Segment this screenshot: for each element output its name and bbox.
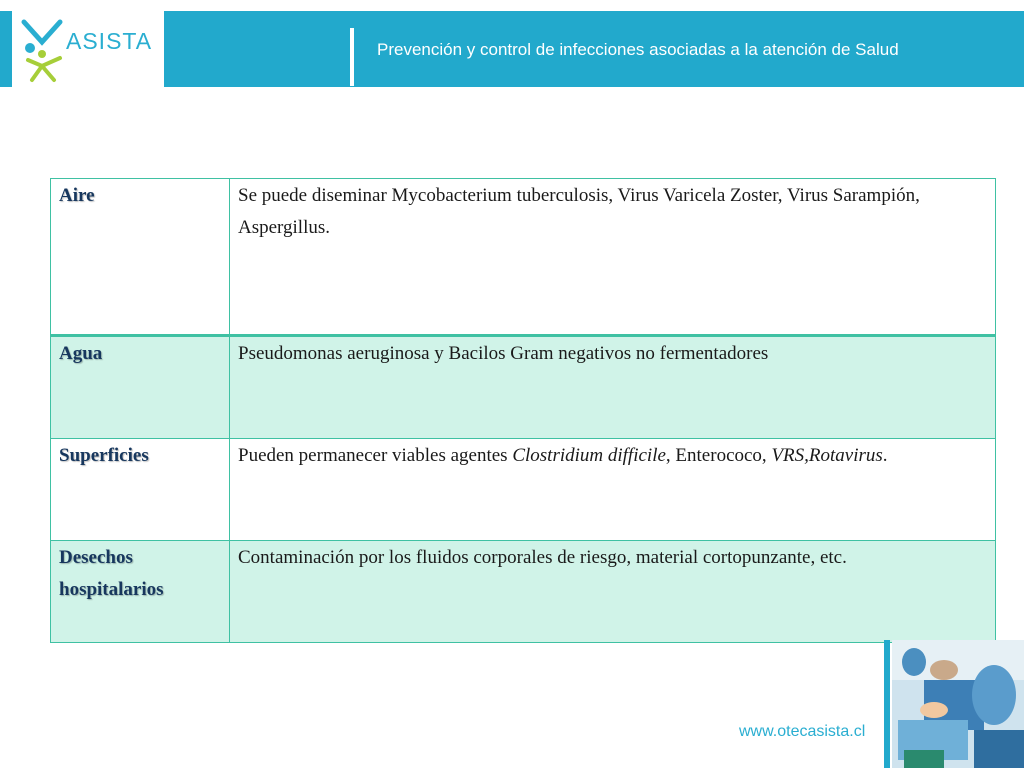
row-key [51, 541, 230, 643]
page-title: Prevención y control de infecciones asociadas a la atención de Salud [377, 40, 899, 59]
row-text-part: Pueden permanecer viables agentes [238, 445, 513, 466]
row-text-italic: VRS,Rotavirus [771, 445, 883, 466]
row-text-italic: Clostridium difficile [512, 445, 666, 466]
logo-text: ASISTA [66, 28, 153, 54]
row-text: Contaminación por los fluidos corporales de riesgo, material cortopunzante, etc. [230, 541, 996, 643]
footer-url: www.otecasista.cl [739, 723, 866, 740]
row-key-line: hospitalarios [59, 579, 164, 600]
contamination-sources-table [50, 178, 996, 643]
header-left-accent-bar [0, 11, 12, 87]
row-key: Agua [51, 336, 230, 439]
row-key: Superficies [51, 439, 230, 541]
table-row [51, 541, 996, 643]
asista-logo [20, 6, 160, 86]
table-row [51, 439, 996, 541]
medical-photo [884, 640, 1024, 768]
table-row [51, 336, 996, 439]
table-row [51, 179, 996, 336]
row-text: Se puede diseminar Mycobacterium tuberculosis, Virus Varicela Zoster, Virus Sarampión, Aspergillus. [230, 179, 996, 336]
header-divider [350, 28, 354, 86]
asista-logo-icon [20, 14, 68, 84]
row-text-part: , Enterococo, [665, 445, 772, 466]
row-text: Pseudomonas aeruginosa y Bacilos Gram negativos no fermentadores [230, 336, 996, 439]
row-text [230, 439, 996, 541]
row-key: Aire [51, 179, 230, 336]
row-key-line: Desechos [59, 547, 133, 568]
row-text-part: . [882, 445, 888, 466]
